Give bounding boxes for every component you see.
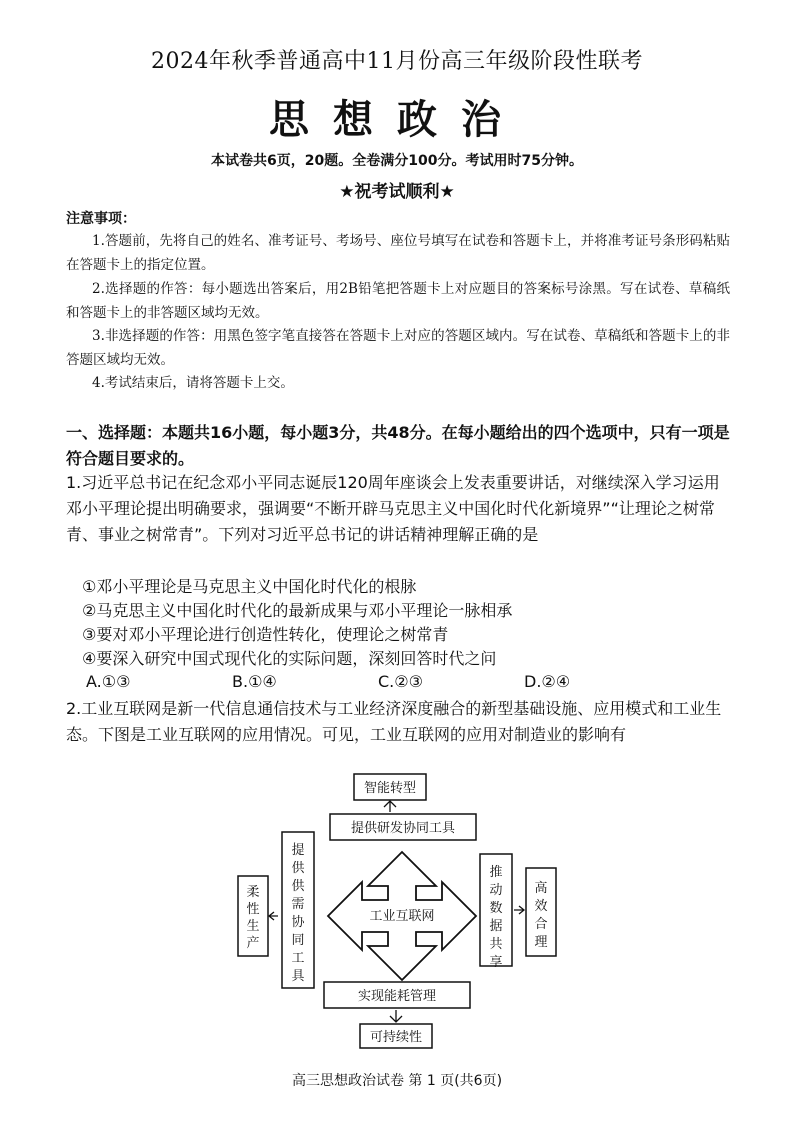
section-heading: 一、选择题：本题共16小题，每小题3分，共48分。在每小题给出的四个选项中，只有一项是符合题目要求的。	[66, 423, 730, 468]
question-1-statement-1: ①邓小平理论是马克思主义中国化时代化的根脉	[82, 577, 417, 596]
good-luck-banner: ★祝考试顺利★	[339, 182, 455, 202]
left-arrow	[269, 912, 278, 920]
question-1-choice-d: D.②④	[524, 672, 571, 691]
question-1-choice-b: B.①④	[232, 672, 277, 691]
question-2-stem: 2.工业互联网是新一代信息通信技术与工业经济深度融合的新型基础设施、应用模式和工业生态。下图是工业互联网的应用情况。可见，工业互联网的应用对制造业的影响有	[66, 699, 722, 744]
bottom-down-arrow	[390, 1010, 402, 1022]
notice-heading: 注意事项：	[66, 211, 136, 227]
question-1-choice-c: C.②③	[378, 672, 423, 691]
subject-title: 思想政治	[269, 97, 525, 143]
top-outcome-label: 智能转型	[363, 781, 417, 796]
bottom-action-label: 实现能耗管理	[357, 989, 437, 1004]
right-outcome-text: 高效合理	[534, 881, 548, 950]
exam-title: 2024年秋季普通高中11月份高三年级阶段性联考	[151, 49, 643, 74]
left-action-text: 提供供需协同工具	[291, 843, 305, 984]
question-1-statement-4: ④要深入研究中国式现代化的实际问题，深刻回答时代之问	[82, 649, 497, 668]
diagram-center-label: 工业互联网	[369, 909, 435, 924]
bottom-outcome-label: 可持续性	[369, 1030, 423, 1045]
notice-item-text: 4.考试结束后，请将答题卡上交。	[92, 375, 294, 391]
question-1-choice-a: A.①③	[86, 672, 131, 691]
left-outcome-text: 柔性生产	[246, 885, 260, 951]
notice-item-text: 3.非选择题的作答：用黑色签字笔直接答在答题卡上对应的答题区域内。写在试卷、草稿纸和答题卡上的非答题区域均无效。	[66, 328, 730, 368]
notice-item-2	[66, 278, 730, 325]
question-1-statement-2: ②马克思主义中国化时代化的最新成果与邓小平理论一脉相承	[82, 601, 513, 620]
notice-item-text: 2.选择题的作答：每小题选出答案后，用2B铅笔把答题卡上对应题目的答案标号涂黑。写在试卷、草稿纸和答题卡上的非答题区域均无效。	[66, 281, 730, 321]
notice-item-4	[66, 372, 730, 396]
notice-item-1	[66, 230, 730, 277]
top-up-arrow	[384, 801, 396, 812]
notice-item-3	[66, 325, 730, 372]
right-action-text: 推动数据共享	[489, 865, 503, 970]
page-footer: 高三思想政治试卷 第 1 页(共6页)	[291, 1073, 503, 1089]
top-action-label: 提供研发协同工具	[350, 821, 456, 836]
notice-item-text: 1.答题前，先将自己的姓名、准考证号、考场号、座位号填写在试卷和答题卡上，并将准考证号条形码粘贴在答题卡上的指定位置。	[66, 233, 730, 273]
industrial-internet-diagram	[230, 770, 570, 1052]
question-1-statement-3: ③要对邓小平理论进行创造性转化，使理论之树常青	[82, 625, 449, 644]
right-arrow	[514, 906, 524, 914]
question-1-stem: 1.习近平总书记在纪念邓小平同志诞辰120周年座谈会上发表重要讲话，对继续深入学习运用邓小平理论提出明确要求，强调要“不断开辟马克思主义中国化时代化新境界”“让理论之树常青、事业之树常青”。下列对习近平总书记的讲话精神理解正确的是	[66, 473, 720, 544]
exam-meta: 本试卷共6页，20题。全卷满分100分。考试用时75分钟。	[211, 153, 583, 169]
